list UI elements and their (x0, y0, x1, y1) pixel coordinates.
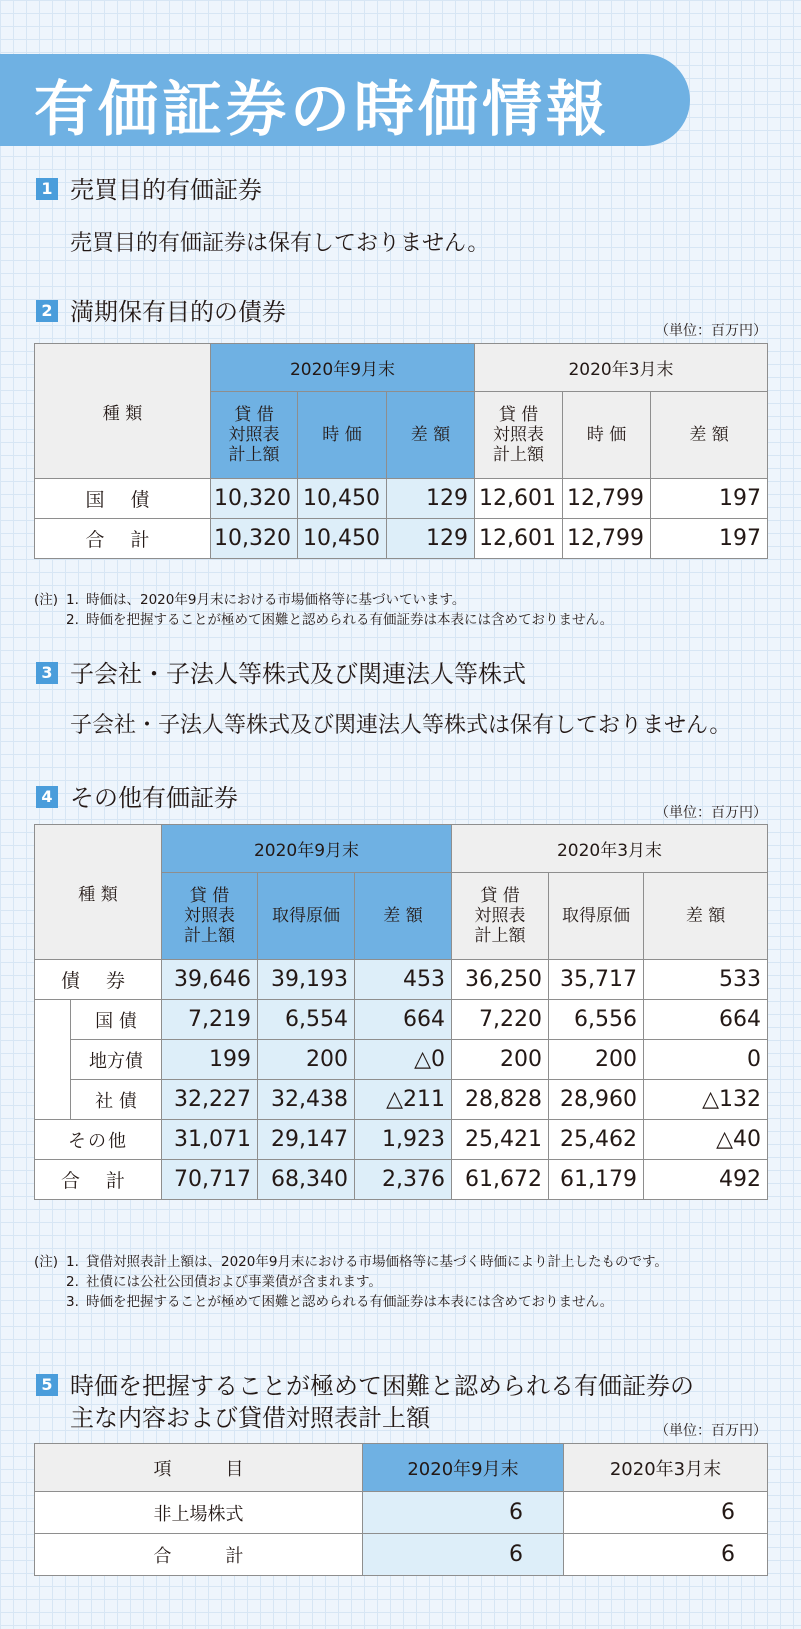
page-title: 有価証券の時価情報 (34, 75, 610, 145)
table-row: 合 計 6 6 (35, 1534, 768, 1576)
col-difference: 差 額 (355, 873, 452, 960)
item-header: 項 目 (35, 1444, 363, 1492)
table-row: 債 券 39,646 39,193 453 36,250 35,717 533 (35, 960, 768, 1000)
table-row: 社 債 32,227 32,438 △211 28,828 28,960 △132 (35, 1080, 768, 1120)
col-difference: 差 額 (387, 392, 475, 479)
period-header-b: 2020年3月末 (475, 344, 768, 392)
section-3-text: 子会社・子法人等株式及び関連法人等株式は保有しておりません。 (70, 713, 732, 738)
section-4-heading (36, 782, 238, 814)
section-title: 子会社・子法人等株式及び関連法人等株式 (70, 660, 526, 688)
section-title: 売買目的有価証券 (70, 176, 262, 204)
col-acquisition-cost: 取得原価 (258, 873, 355, 960)
section-number-badge: 1 (36, 178, 58, 200)
period-header-a: 2020年9月末 (363, 1444, 564, 1492)
table-row: 合 計 10,320 10,450 129 12,601 12,799 197 (35, 519, 768, 559)
section-number-badge: 5 (36, 1374, 58, 1396)
col-difference: 差 額 (651, 392, 768, 479)
unit-label: （単位：百万円） (655, 805, 767, 821)
section-3-heading (36, 658, 526, 690)
table-row: その他 31,071 29,147 1,923 25,421 25,462 △40 (35, 1120, 768, 1160)
section-2-heading (36, 296, 286, 328)
col-difference: 差 額 (644, 873, 768, 960)
col-fair-value: 時 価 (563, 392, 651, 479)
section-title: 満期保有目的の債券 (70, 298, 286, 326)
section-number-badge: 2 (36, 300, 58, 322)
table-row: 地方債 199 200 △0 200 200 0 (35, 1040, 768, 1080)
section-1-heading (36, 174, 262, 206)
table-row: 国 債 10,320 10,450 129 12,601 12,799 197 (35, 479, 768, 519)
type-header: 種 類 (35, 344, 211, 479)
section-1-text: 売買目的有価証券は保有しておりません。 (70, 231, 490, 256)
section-number-badge: 3 (36, 662, 58, 684)
section-title-line1: 時価を把握することが極めて困難と認められる有価証券の (70, 1372, 694, 1400)
period-header-a: 2020年9月末 (162, 825, 452, 873)
period-header-a: 2020年9月末 (211, 344, 475, 392)
period-header-b: 2020年3月末 (564, 1444, 768, 1492)
col-book-value: 貸 借 対照表 計上額 (475, 392, 563, 479)
other-securities-table (34, 824, 768, 1200)
table-row: 非上場株式 6 6 (35, 1492, 768, 1534)
section-4-notes: (注) 1. 貸借対照表計上額は、2020年9月末における市場価格等に基づく時価により計上したものです。 2. 社債には公社公団債および事業債が含まれます。 3. 時価を把握することが極めて困難と認められる有価証券は本表には含めておりません。 (34, 1254, 668, 1310)
section-2-notes: (注) 1. 時価は、2020年9月末における市場価格等に基づいています。 2. 時価を把握することが極めて困難と認められる有価証券は本表には含めておりません。 (34, 592, 614, 628)
unit-label: （単位：百万円） (655, 323, 767, 339)
title-banner (0, 54, 690, 146)
col-fair-value: 時 価 (298, 392, 387, 479)
type-header: 種 類 (35, 825, 162, 960)
unit-label: （単位：百万円） (655, 1423, 767, 1439)
col-book-value: 貸 借 対照表 計上額 (162, 873, 258, 960)
section-number-badge: 4 (36, 786, 58, 808)
section-title-line2: 主な内容および貸借対照表計上額 (70, 1404, 430, 1432)
section-title: その他有価証券 (70, 784, 238, 812)
col-book-value: 貸 借 対照表 計上額 (452, 873, 549, 960)
table-row: 合 計 70,717 68,340 2,376 61,672 61,179 492 (35, 1160, 768, 1200)
unlisted-securities-table (34, 1443, 768, 1576)
period-header-b: 2020年3月末 (452, 825, 768, 873)
table-row: 国 債 7,219 6,554 664 7,220 6,556 664 (35, 1000, 768, 1040)
col-book-value: 貸 借 対照表 計上額 (211, 392, 298, 479)
held-to-maturity-table (34, 343, 768, 559)
col-acquisition-cost: 取得原価 (549, 873, 644, 960)
section-5-heading (36, 1370, 694, 1434)
